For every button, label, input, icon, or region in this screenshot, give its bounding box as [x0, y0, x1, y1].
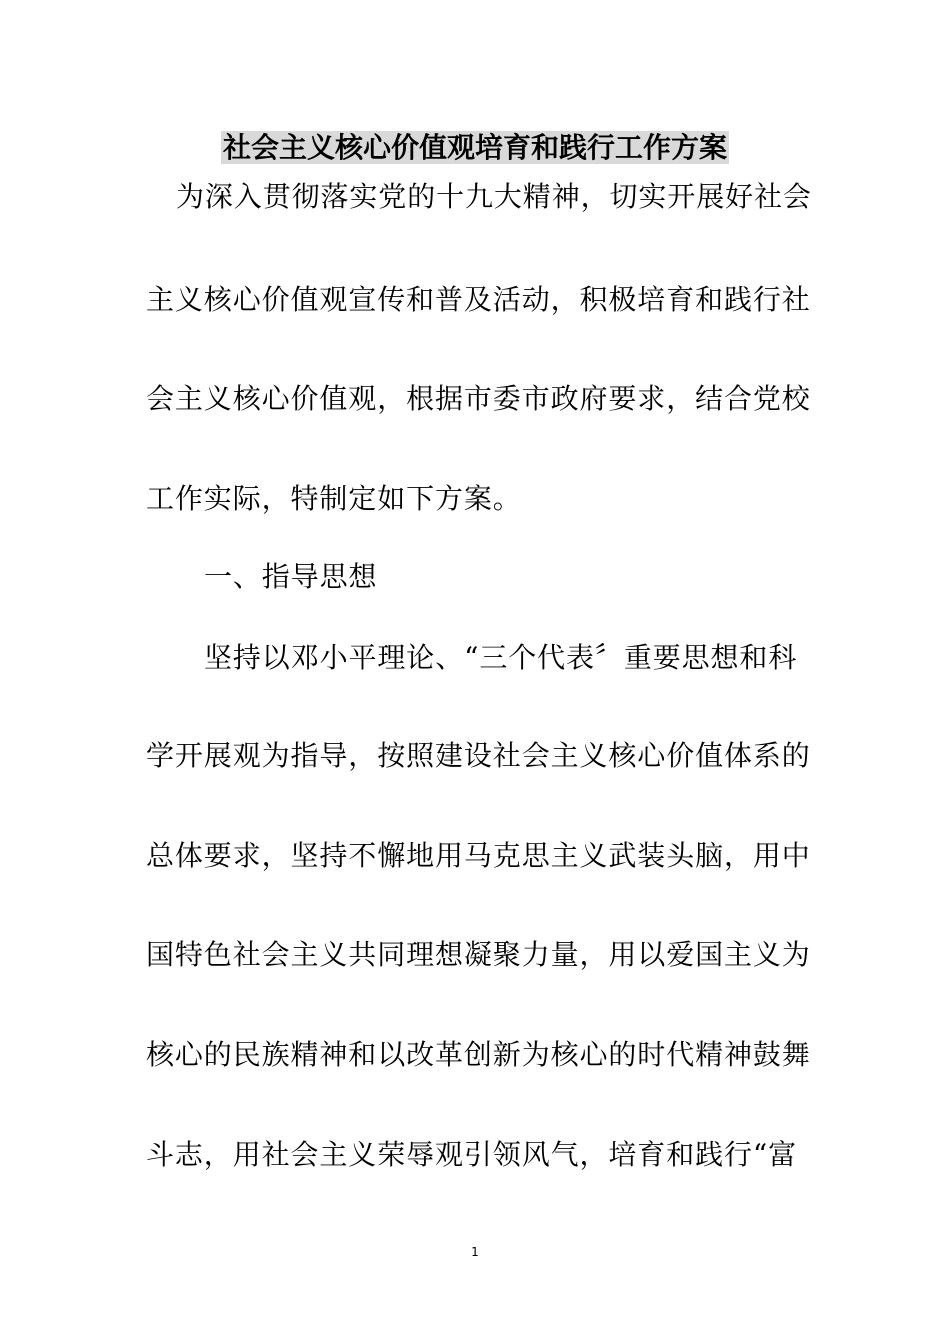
paragraph-line: 学开展观为指导，按照建设社会主义核心价值体系的 — [146, 739, 811, 772]
paragraph-line: 斗志，用社会主义荣辱观引领风气，培育和践行“富 — [146, 1138, 798, 1171]
document-title — [0, 128, 950, 168]
paragraph-line: 为深入贯彻落实党的十九大精神，切实开展好社会 — [176, 180, 812, 213]
paragraph-line: 国特色社会主义共同理想凝聚力量，用以爱国主义为 — [146, 938, 811, 971]
paragraph-line: 主义核心价值观宣传和普及活动，积极培育和践行社 — [146, 283, 811, 316]
paragraph-line: 工作实际，特制定如下方案。 — [146, 482, 522, 515]
paragraph-line: 核心的民族精神和以改革创新为核心的时代精神鼓舞 — [146, 1038, 811, 1071]
paragraph-line: 总体要求，坚持不懈地用马克思主义武装头脑，用中 — [146, 839, 811, 872]
page-number: 1 — [471, 1245, 479, 1259]
document-title-text: 社会主义核心价值观培育和践行工作方案 — [222, 131, 727, 164]
paragraph-line: 坚持以邓小平理论、“三个代表〞重要思想和科 — [204, 641, 798, 674]
section-heading: 一、指导思想 — [204, 560, 378, 593]
paragraph-line: 会主义核心价值观，根据市委市政府要求，结合党校 — [146, 382, 811, 415]
